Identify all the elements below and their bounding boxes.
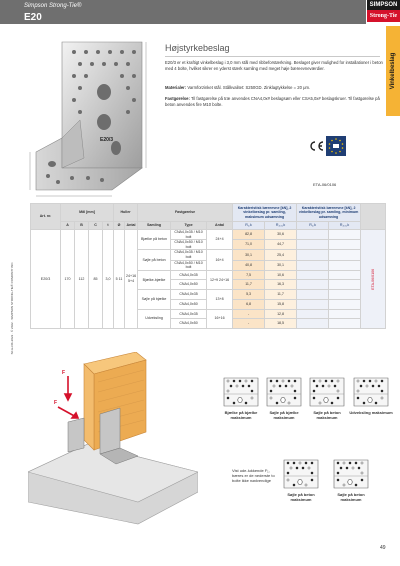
category-tab-label: Vinkelbeslag: [390, 52, 396, 90]
cell-r45-min: [329, 230, 361, 240]
col-samling: Samling: [138, 222, 171, 230]
eta-reference: ETA-06/0106: [313, 182, 337, 187]
materials-label: Materialer:: [165, 85, 187, 90]
cell-r45-max: 11,7: [265, 290, 297, 300]
cell-antal: 16+16: [207, 309, 233, 328]
cell-r1-max: 40,8: [233, 260, 265, 270]
cell-t: 3,0: [103, 230, 114, 329]
col-c: C: [89, 222, 103, 230]
col-r45-max: R₄,₅,k: [265, 222, 297, 230]
logo-bottom: Strong-Tie: [367, 10, 400, 22]
product-image-label: E20/3: [100, 137, 114, 143]
force-f1-label: F: [54, 400, 58, 406]
cell-ref: [361, 230, 386, 329]
cell-r45-min: [329, 319, 361, 329]
materials-paragraph: [165, 85, 383, 91]
cell-type: CNA4,0x50: [171, 280, 207, 290]
col-holes-count: Antal: [125, 222, 138, 230]
cell-antal: 24+4: [207, 230, 233, 250]
cell-r1-min: [297, 260, 329, 270]
nailing-pattern-caption: Søjle på bjælke maksimum: [269, 410, 299, 420]
cell-r1-max: -: [233, 309, 265, 319]
cell-diameter: 5 11: [114, 230, 125, 329]
nailing-pattern-caption: Søjle på beton maksimum: [337, 492, 365, 502]
heading-divider: [165, 56, 380, 57]
cell-r1-max: -: [233, 319, 265, 329]
nailing-pattern-icon: [222, 376, 260, 408]
cell-r1-min: [297, 319, 329, 329]
cell-r45-max: 25,4: [265, 250, 297, 260]
cell-r45-max: 44,7: [265, 240, 297, 250]
cell-r45-min: [329, 309, 361, 319]
cell-r1-max: 30,1: [233, 250, 265, 260]
bolt-hint: Vist ude-lukkende F₁, bæres er de nederste to bolte ikke nødvendige: [232, 468, 275, 483]
cell-r45-min: [329, 280, 361, 290]
cell-r45-max: 30,1: [265, 260, 297, 270]
cell-antal: 13+8: [207, 290, 233, 309]
col-load-min: Karakteristisk bæreevne [kN], 2 vinkelbeslag pr. samling, minimum udsømning: [297, 204, 361, 222]
cell-r45-max: 30,6: [265, 230, 297, 240]
cell-r1-max: 6,8: [233, 299, 265, 309]
col-b: B: [75, 222, 89, 230]
cell-r1-max: 5,3: [233, 290, 265, 300]
header-bar: [0, 0, 366, 24]
force-f45-label: F: [62, 370, 66, 376]
cell-a: 170: [61, 230, 75, 329]
cell-r45-min: [329, 260, 361, 270]
nailing-pattern-icon: [332, 458, 370, 490]
cell-r1-max: 71,0: [233, 240, 265, 250]
cell-samling: Bjælke-bjælke: [138, 270, 171, 289]
intro-paragraph: E20/3 er et kraftigt vinkelbeslag i 3,0 mm stål med ribbeforstærkning. Beslaget giver mulighed for installationer i beton med 4 bolte, hvilket sikrer en yderst stærk samling med meget høje bæreevneværdier.: [165, 60, 383, 71]
table-row: [31, 230, 386, 240]
cell-r45-max: 10,6: [265, 270, 297, 280]
spec-table: [30, 203, 386, 329]
col-r45-min: R₄,₅,k: [329, 222, 361, 230]
col-dimensions: Mål [mm]: [61, 204, 114, 222]
cell-r1-max: 82,8: [233, 230, 265, 240]
cell-r1-min: [297, 309, 329, 319]
cell-r45-min: [329, 290, 361, 300]
col-holes: Huller: [114, 204, 138, 222]
cell-samling: Søjle på beton: [138, 250, 171, 270]
product-code: E20: [24, 12, 42, 23]
cell-type: CNA4,0x35: [171, 309, 207, 319]
logo-top: SIMPSON: [367, 0, 400, 10]
nailing-pattern-caption: Søjle på beton maksimum: [287, 492, 315, 502]
col-r1-max: R₁,k: [233, 222, 265, 230]
cell-r45-max: 16,3: [265, 280, 297, 290]
col-art-nr: Art. nr.: [31, 204, 61, 230]
cell-antal: 16+4: [207, 250, 233, 270]
cell-r1-min: [297, 270, 329, 280]
cell-r45-min: [329, 299, 361, 309]
cell-ref-text: ETA-06/0106: [370, 268, 375, 290]
section-heading: Højstyrkebeslag: [165, 43, 230, 53]
nailing-pattern-caption: Søjle på beton maksimum: [313, 410, 341, 420]
cell-type: CNA4,0x35: [171, 270, 207, 280]
fasteners-paragraph: [165, 96, 383, 107]
col-antal: Antal: [207, 222, 233, 230]
side-copyright-text: SF-E-DK-2022 · © 2022 · SIMPSON STRONG-TIE® COMPANY INC.: [10, 261, 14, 355]
cell-r1-min: [297, 299, 329, 309]
cell-samling: Udveksling: [138, 309, 171, 328]
col-a: A: [61, 222, 75, 230]
nailing-pattern-caption: Bjælke på bjælke maksimum: [224, 410, 258, 420]
cell-r45-min: [329, 240, 361, 250]
angle-bracket-drawing-icon: [22, 40, 162, 200]
cell-antal: 12+9 24+16: [207, 270, 233, 289]
cell-samling: Søjle på bjælke: [138, 290, 171, 309]
col-fastening: Fastgørelse: [138, 204, 233, 222]
col-t: t: [103, 222, 114, 230]
simpson-logo: [367, 0, 400, 24]
fasteners-label: Fastgørelse:: [165, 96, 190, 101]
cell-samling: Bjælke på beton: [138, 230, 171, 250]
col-diameter: Ø: [114, 222, 125, 230]
cell-r1-min: [297, 280, 329, 290]
cell-b: 112: [75, 230, 89, 329]
cell-r45-min: [329, 270, 361, 280]
cell-holes: 24+16 5+4: [125, 230, 138, 329]
nailing-pattern-icon: [352, 376, 390, 408]
eta-logo-icon: [326, 136, 346, 156]
col-type: Type: [171, 222, 207, 230]
nailing-pattern-icon: [308, 376, 346, 408]
cell-art-nr: E20/3: [31, 230, 61, 329]
ce-mark-icon: [308, 140, 324, 152]
cell-r1-max: 11,7: [233, 280, 265, 290]
cell-type: CNA4,0x50: [171, 299, 207, 309]
fasteners-text: Til fastgørelse på træ anvendes CNA4,0x# beslagsøm eller CSA5,0x# beslagskruer. Til fastgørelse på beton anvendes fire M10 bolte.: [165, 96, 380, 107]
category-tab: [386, 26, 400, 116]
cell-c: 85: [89, 230, 103, 329]
cell-r1-min: [297, 250, 329, 260]
cell-r45-min: [329, 250, 361, 260]
cell-r1-min: [297, 290, 329, 300]
col-r1-min: R₁,k: [297, 222, 329, 230]
cell-type: CNA4,0x50 / M10 bolt: [171, 260, 207, 270]
cell-type: CNA4,0x35: [171, 290, 207, 300]
beam-on-concrete-assembly-icon: [28, 352, 198, 527]
page-number: 49: [380, 545, 386, 551]
cell-r1-max: 7,5: [233, 270, 265, 280]
cell-r45-max: 15,8: [265, 299, 297, 309]
col-load-max: Karakteristisk bæreevne [kN], 2 vinkelbeslag pr. samling, maksimum udsømning: [233, 204, 297, 222]
side-copyright: [8, 261, 16, 355]
cell-r1-min: [297, 240, 329, 250]
cell-r45-max: 12,8: [265, 309, 297, 319]
cell-type: CNA4,0x35 / M10 bolt: [171, 230, 207, 240]
col-ref: [361, 204, 386, 230]
brand-line: Simpson Strong-Tie®: [24, 3, 82, 9]
cell-type: CNA4,0x50: [171, 319, 207, 329]
cell-type: CNA4,0x50 / M10 bolt: [171, 240, 207, 250]
nailing-pattern-icon: [282, 458, 320, 490]
cell-type: CNA4,0x35 / M10 bolt: [171, 250, 207, 260]
nailing-pattern-caption: Udveksling maksimum: [349, 410, 393, 415]
cell-r45-max: 18,5: [265, 319, 297, 329]
cell-r1-min: [297, 230, 329, 240]
materials-text: Varmforzinket stål. Stålkvalitet: S250GD. Zinklagtykkelse = 20 μm.: [187, 85, 311, 90]
nailing-pattern-icon: [265, 376, 303, 408]
